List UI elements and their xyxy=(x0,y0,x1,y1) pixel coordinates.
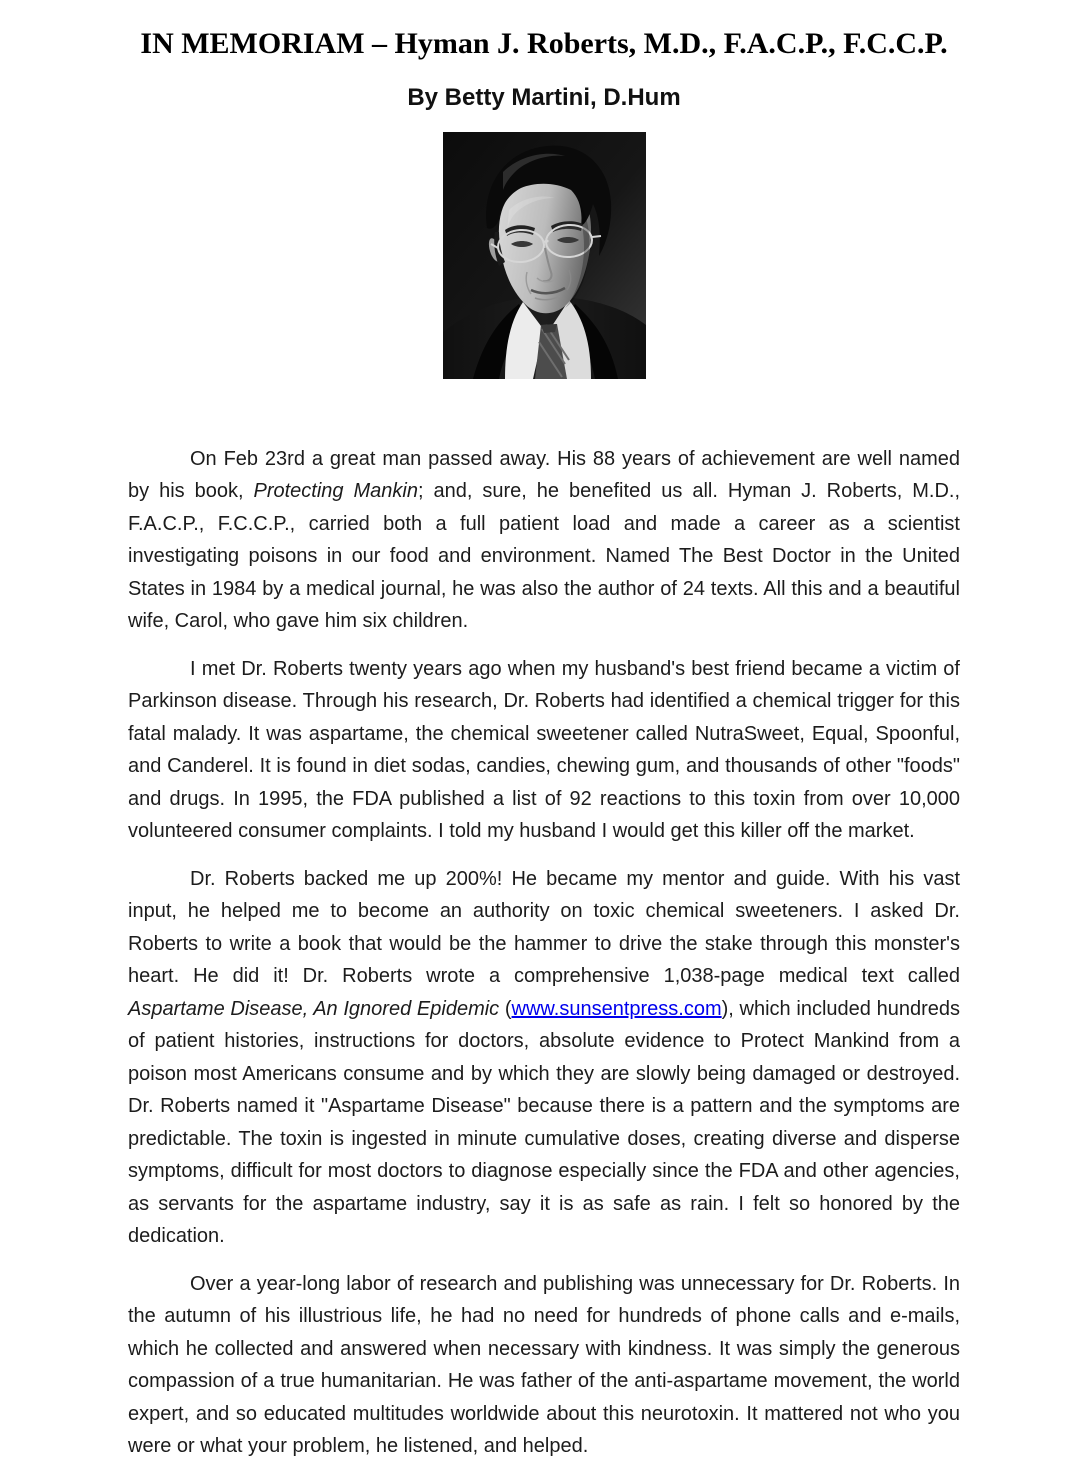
text-run: ( xyxy=(499,997,512,1020)
byline: By Betty Martini, D.Hum xyxy=(407,84,681,111)
body-paragraph xyxy=(128,1268,960,1463)
text-run: On Feb 23rd a great man passed away. His 88 years of achievement are well named by his book, xyxy=(128,447,960,503)
text-run: Over a year-long labor of research and publishing was unnecessary for Dr. Roberts. In the autumn of his illustrious life, he had no need for hundreds of phone calls and e-mails, which he collected and answered when necessary with kindness. It was simply the generous compassion of a true humanitarian. He was father of the anti-aspartame movement, the world expert, and so educated multitudes worldwide about this neurotoxin. It mattered not who you were or what your problem, he listened, and helped. xyxy=(128,1272,960,1458)
sunsentpress-link[interactable]: www.sunsentpress.com xyxy=(511,997,722,1020)
text-run: ; and, sure, he benefited us all. Hyman J. Roberts, M.D., F.A.C.P., F.C.C.P., carried both a full patient load and made a career as a scientist investigating poisons in our food and environment. Named The Best Doctor in the United States in 1984 by a medical journal, he was also the author of 24 texts. All this and a beautiful wife, Carol, who gave him six children. xyxy=(128,480,960,633)
text-run: I met Dr. Roberts twenty years ago when my husband's best friend became a victim of Parkinson disease. Through his research, Dr. Roberts had identified a chemical trigger for this fatal malady. It was aspartame, the chemical sweetener called NutraSweet, Equal, Spoonful, and Canderel. It is found in diet sodas, candies, chewing gum, and thousands of other "foods" and drugs. In 1995, the FDA published a list of 92 reactions to this toxin from over 10,000 volunteered consumer complaints. I told my husband I would get this killer off the market. xyxy=(128,657,960,843)
body-paragraph xyxy=(128,443,960,638)
portrait-photo xyxy=(443,132,646,379)
article-body xyxy=(128,443,960,1463)
italic-text-run: Aspartame Disease, An Ignored Epidemic xyxy=(128,997,500,1020)
page-title: IN MEMORIAM – Hyman J. Roberts, M.D., F.A.C.P., F.C.C.P. xyxy=(140,27,948,60)
body-paragraph xyxy=(128,653,960,848)
text-run: Dr. Roberts backed me up 200%! He became my mentor and guide. With his vast input, he helped me to become an authority on toxic chemical sweeteners. I asked Dr. Roberts to write a book that would be the hammer to drive the stake through this monster's heart. He did it! Dr. Roberts wrote a comprehensive 1,038-page medical text called xyxy=(128,867,960,988)
italic-text-run: Protecting Mankin xyxy=(253,480,418,503)
body-paragraph xyxy=(128,863,960,1253)
text-run: ), which included hundreds of patient histories, instructions for doctors, absolute evidence to Protect Mankind from a poison most Americans consume and by which they are slowly being damaged or destroyed. Dr. Roberts named it "Aspartame Disease" because there is a pattern and the symptoms are predictable. The toxin is ingested in minute cumulative doses, creating diverse and disperse symptoms, difficult for most doctors to diagnose especially since the FDA and other agencies, as servants for the aspartame industry, say it is as safe as rain. I felt so honored by the dedication. xyxy=(128,997,961,1248)
